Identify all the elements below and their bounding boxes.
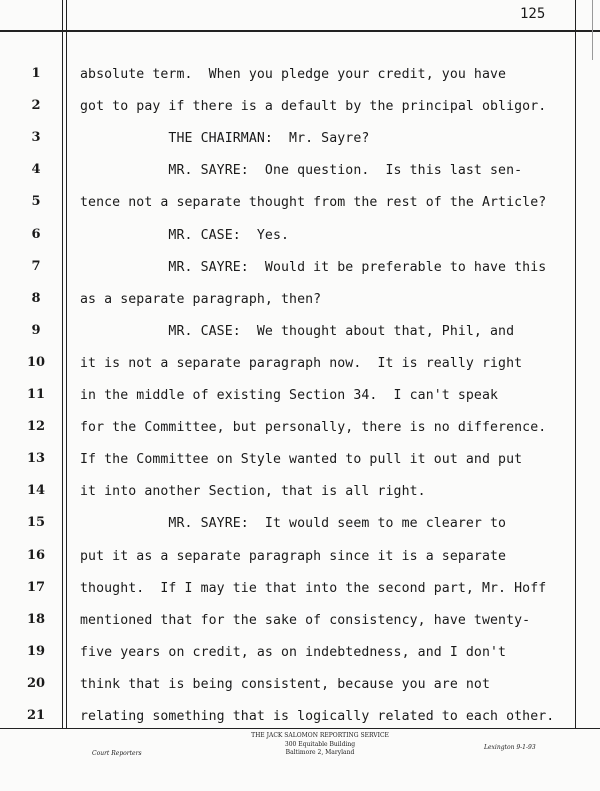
footer-company: THE JACK SALOMON REPORTING SERVICE: [251, 732, 389, 739]
transcript-line-text: mentioned that for the sake of consistency, have twenty-: [80, 612, 531, 628]
transcript-line-text: MR. CASE: Yes.: [80, 227, 290, 243]
transcript-line-text: for the Committee, but personally, there is no difference.: [80, 420, 547, 436]
page-number: 125: [520, 6, 546, 22]
transcript-line-text: tence not a separate thought from the rest of the Article?: [80, 195, 547, 211]
line-number: 5: [31, 194, 41, 210]
transcript-line-text: absolute term. When you pledge your credit, you have: [80, 67, 507, 82]
line-number: 13: [26, 451, 46, 467]
line-number: 4: [31, 162, 41, 178]
transcript-line-text: put it as a separate paragraph since it is a separate: [80, 548, 507, 564]
transcript-line-text: it is not a separate paragraph now. It is really right: [80, 355, 523, 371]
transcript-line-text: in the middle of existing Section 34. I can't speak: [80, 388, 499, 403]
transcript-line-text: MR. SAYRE: It would seem to me clearer to: [80, 516, 507, 532]
transcript-line-text: it into another Section, that is all right.: [80, 484, 426, 500]
bottom-rule: [0, 728, 600, 729]
line-number: 7: [31, 258, 41, 274]
top-rule: [0, 30, 600, 32]
line-number: 9: [31, 322, 41, 338]
footer-address-1: 300 Equitable Building: [284, 741, 356, 748]
page-edge: [592, 0, 600, 60]
line-number: 15: [26, 515, 46, 531]
transcript-line-text: relating something that is logically related to each other.: [80, 709, 555, 724]
line-number: 12: [26, 419, 46, 435]
transcript-line-text: thought. If I may tie that into the second part, Mr. Hoff: [80, 580, 547, 596]
transcript-line-text: If the Committee on Style wanted to pull it out and put: [80, 452, 523, 468]
line-number: 21: [26, 708, 46, 723]
left-margin-rule: [62, 0, 63, 728]
line-number: 10: [26, 354, 46, 370]
transcript-line-text: five years on credit, as on indebtedness, and I don't: [80, 644, 507, 660]
line-number: 11: [26, 387, 46, 402]
line-number: 17: [26, 579, 46, 595]
line-number: 18: [26, 611, 46, 627]
line-number: 20: [26, 675, 46, 691]
line-number: 8: [31, 290, 41, 306]
footer-address-2: Baltimore 2, Maryland: [285, 749, 355, 756]
footer-right-label: Lexington 9-1-93: [484, 744, 536, 751]
left-margin-rule-inner: [66, 0, 67, 728]
right-margin-rule: [575, 0, 576, 728]
transcript-line-text: as a separate paragraph, then?: [80, 291, 322, 307]
transcript-line-text: MR. SAYRE: One question. Is this last sen-: [80, 163, 523, 179]
transcript-line-text: think that is being consistent, because you are not: [80, 676, 491, 692]
line-number: 16: [26, 547, 46, 563]
line-number: 2: [31, 98, 41, 114]
transcript-line-text: MR. SAYRE: Would it be preferable to have this: [80, 259, 547, 275]
footer-left-label: Court Reporters: [92, 750, 142, 757]
transcript-line-text: MR. CASE: We thought about that, Phil, and: [80, 323, 515, 339]
transcript-line-text: got to pay if there is a default by the principal obligor.: [80, 99, 547, 115]
line-number: 3: [31, 130, 41, 146]
transcript-line-text: THE CHAIRMAN: Mr. Sayre?: [80, 131, 370, 147]
line-number: 19: [26, 643, 46, 659]
line-number: 6: [31, 226, 41, 242]
line-number: 1: [31, 66, 41, 81]
line-number: 14: [26, 483, 46, 499]
